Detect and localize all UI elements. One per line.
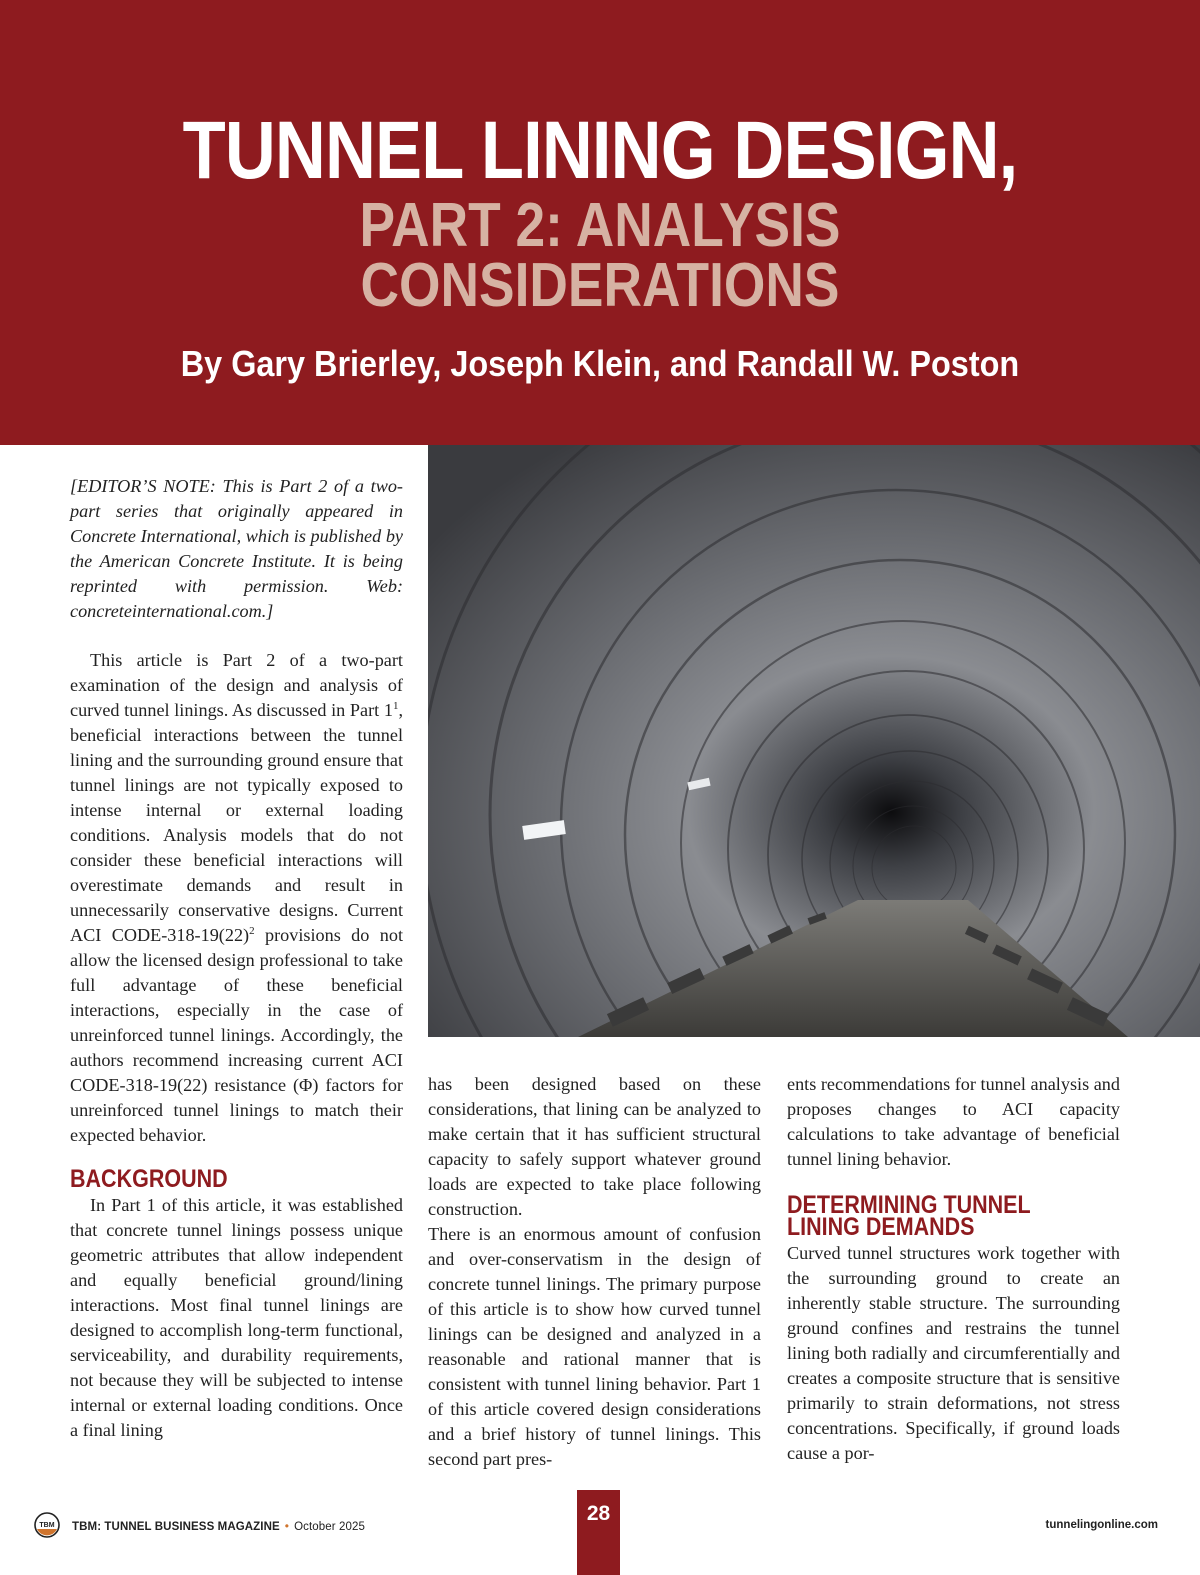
page-number: 28: [586, 1502, 611, 1525]
subtitle-line-1: PART 2: ANALYSIS: [359, 191, 841, 260]
footnote-ref-1: 1: [392, 699, 399, 712]
demands-paragraph: Curved tunnel structures work together with the surrounding ground to create an inherently stable structure. The surrounding ground confines and restrains the tunnel lining both radially and circumferentially and creates a composite structure that is sensitive primarily to strain deformations, not stress concentrations. Specifically, if ground loads cause a por-: [787, 1243, 1120, 1463]
issue-date: October 2025: [294, 1521, 365, 1533]
tunnel-photo-illustration: [428, 445, 1200, 1037]
intro-paragraph: [70, 648, 403, 1148]
column-1: [70, 474, 403, 1443]
magazine-name: TBM: TUNNEL BUSINESS MAGAZINE: [72, 1521, 280, 1533]
website-link[interactable]: tunnelingonline.com: [1045, 1519, 1158, 1531]
intro-text-1: This article is Part 2 of a two-part examination of the design and analysis of curved tunnel linings. As discussed in Part 1: [70, 650, 403, 720]
purpose-paragraph: There is an enormous amount of confusion and over-conservatism in the design of concrete tunnel linings. The primary purpose of this article is to show how curved tunnel linings can be designed and analyzed in a reasonable and rational manner that is consistent with tunnel lining behavior. Part 1 of this article covered design considerations and a brief history of tunnel linings. This second part pres-: [428, 1224, 761, 1469]
background-heading: BACKGROUND: [70, 1165, 228, 1193]
magazine-credit: [72, 1519, 365, 1533]
demands-heading-line-2: LINING DEMANDS: [787, 1213, 975, 1241]
footnote-ref-2: 2: [249, 924, 255, 937]
subtitle-line-2: CONSIDERATIONS: [360, 251, 840, 320]
article-subtitle: [84, 191, 1116, 320]
editors-note: [EDITOR’S NOTE: This is Part 2 of a two-part series that originally appeared in Concrete International, which is published by the American Concrete Institute. It is being reprinted with permission. Web: concreteinternational.com.]: [70, 476, 403, 621]
column-2: [428, 1072, 761, 1472]
background-paragraph: In Part 1 of this article, it was established that concrete tunnel linings possess unique geometric attributes that allow independent and equally beneficial ground/lining interactions. Most final tunnel linings are designed to accomplish long-term functional, serviceability, and durability requirements, not because they will be subjected to intense internal or external loading conditions. Once a final lining: [70, 1195, 403, 1440]
background-paragraph-continued: has been designed based on these considerations, that lining can be analyzed to make certain that it has sufficient structural capacity to safely support whatever ground loads are expected to take place following construction.: [428, 1074, 761, 1219]
tbm-logo-text: TBM: [39, 1522, 55, 1529]
column-3: [787, 1072, 1120, 1466]
demands-heading-line-1: DETERMINING TUNNEL: [787, 1191, 1031, 1219]
title-banner: [0, 0, 1200, 445]
tbm-logo-icon: [34, 1512, 60, 1538]
intro-text-3: provisions do not allow the licensed design professional to take full advantage of these beneficial interactions, especially in the case of unreinforced tunnel linings. Accordingly, the authors recommend increasing current ACI CODE-318-19(22) resistance (Φ) factors for unreinforced tunnel linings to match their expected behavior.: [70, 925, 403, 1145]
article-title: TUNNEL LINING DESIGN,: [182, 105, 1018, 196]
tunnel-photo: [428, 445, 1200, 1037]
purpose-paragraph-continued: ents recommendations for tunnel analysis and proposes changes to ACI capacity calculations to take advantage of beneficial tunnel lining behavior.: [787, 1074, 1120, 1169]
demands-heading: [787, 1191, 1073, 1241]
page-footer: [0, 1490, 1200, 1575]
intro-text-2: , beneficial interactions between the tunnel lining and the surrounding ground ensure that tunnel linings are not typically exposed to intense internal or external loading conditions. Analysis models that do not consider these beneficial interactions will overestimate demands and result in unnecessarily conservative designs. Current ACI CODE-318-19(22): [70, 700, 403, 945]
separator-dot: •: [284, 1519, 290, 1533]
byline: By Gary Brierley, Joseph Klein, and Randall W. Poston: [180, 343, 1020, 384]
